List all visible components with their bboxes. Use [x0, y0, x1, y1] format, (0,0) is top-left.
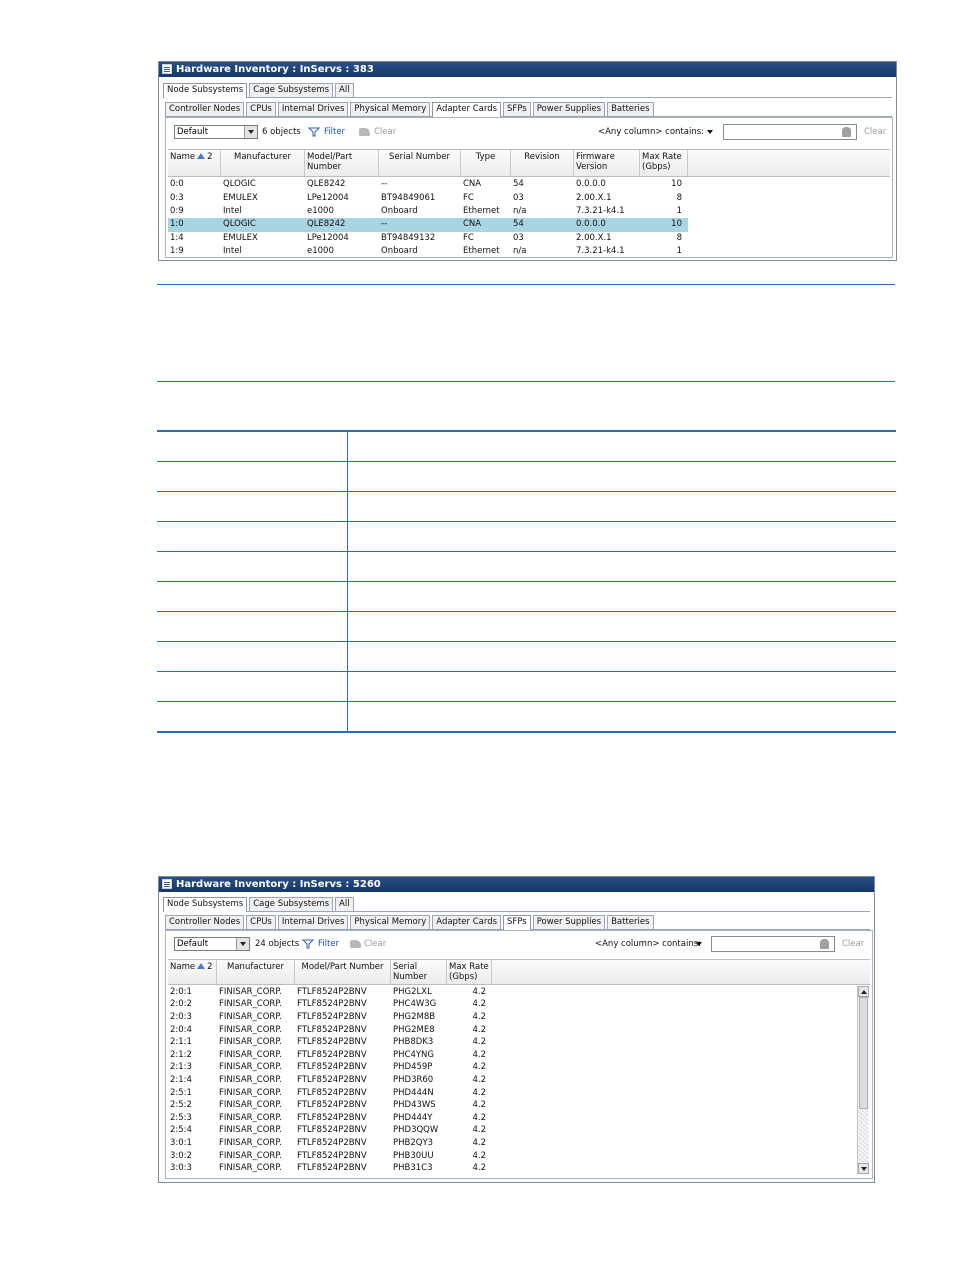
table-row[interactable] — [168, 1062, 498, 1075]
table-cell — [157, 612, 348, 642]
tab-power-supplies[interactable]: Power Supplies — [533, 915, 605, 929]
cell-model: FTLF8524P2BNV — [297, 1011, 367, 1022]
tab-power-supplies[interactable]: Power Supplies — [533, 102, 605, 116]
tab-sfps[interactable]: SFPs — [503, 915, 531, 930]
cell-model: LPe12004 — [307, 192, 349, 203]
cell-manufacturer: FINISAR_CORP. — [219, 1150, 282, 1161]
view-select-value: Default — [177, 939, 209, 949]
tab-controller-nodes[interactable]: Controller Nodes — [165, 102, 244, 116]
tab-controller-nodes[interactable]: Controller Nodes — [165, 915, 244, 929]
cell-type: FC — [463, 232, 474, 243]
cell-type: Ethernet — [463, 205, 500, 216]
eraser-icon — [350, 940, 361, 948]
cell-manufacturer: FINISAR_CORP. — [219, 1024, 282, 1035]
tab-physical-memory[interactable]: Physical Memory — [350, 102, 430, 116]
column-header-max-rate[interactable]: Max Rate (Gbps) — [447, 960, 492, 984]
cell-name: 2:1:1 — [170, 1037, 192, 1048]
cell-manufacturer: FINISAR_CORP. — [219, 1137, 282, 1148]
cell-serial: PHC4YNG — [393, 1049, 434, 1060]
cell-manufacturer: QLOGIC — [223, 219, 256, 230]
tab-batteries[interactable]: Batteries — [607, 102, 653, 116]
cell-model: FTLF8524P2BNV — [297, 1049, 367, 1060]
cell-manufacturer: EMULEX — [223, 192, 258, 203]
inventory-panel — [165, 930, 873, 1179]
table-row[interactable] — [168, 999, 498, 1012]
cell-max-rate: 10 — [671, 179, 682, 190]
table-icon — [162, 879, 172, 889]
cell-name: 2:1:2 — [170, 1049, 192, 1060]
column-header-model[interactable]: Model/Part Number — [295, 960, 391, 984]
tab-physical-memory[interactable]: Physical Memory — [350, 915, 430, 929]
cell-max-rate: 4.2 — [472, 1163, 486, 1174]
tab-adapter-cards[interactable]: Adapter Cards — [432, 102, 501, 117]
cell-model: FTLF8524P2BNV — [297, 1062, 367, 1073]
cell-firmware: 7.3.21-k4.1 — [576, 205, 625, 216]
cell-model: LPe12004 — [307, 232, 349, 243]
cell-model: FTLF8524P2BNV — [297, 986, 367, 997]
cell-manufacturer: FINISAR_CORP. — [219, 1074, 282, 1085]
column-header-revision[interactable]: Revision — [511, 150, 574, 176]
cell-serial: -- — [381, 179, 388, 190]
clear-filter-button[interactable]: Clear — [374, 127, 397, 137]
description-table — [157, 430, 896, 733]
object-count: 24 objects — [255, 939, 300, 949]
toolbar — [166, 931, 872, 955]
tab-all[interactable]: All — [335, 83, 354, 97]
cell-serial: PHD3R60 — [393, 1074, 434, 1085]
cell-serial: PHD43WS — [393, 1100, 436, 1111]
tab-batteries[interactable]: Batteries — [607, 915, 653, 929]
cell-name: 1:4 — [170, 232, 184, 243]
table-row[interactable] — [168, 178, 688, 191]
chevron-down-icon[interactable] — [696, 942, 702, 946]
cell-serial: PHD444Y — [393, 1112, 433, 1123]
search-column-label: <Any column> contains: — [595, 939, 702, 949]
table-row[interactable] — [168, 1137, 498, 1150]
table-cell — [348, 642, 897, 672]
table-row[interactable] — [168, 1099, 498, 1112]
table-cell — [157, 672, 348, 702]
cell-max-rate: 4.2 — [472, 999, 486, 1010]
cell-name: 0:0 — [170, 179, 184, 190]
filter-button[interactable]: Filter — [324, 127, 346, 137]
window-title: Hardware Inventory : InServs : 383 — [176, 64, 374, 75]
cell-max-rate: 4.2 — [472, 1137, 486, 1148]
table-row[interactable] — [168, 1150, 498, 1163]
cell-firmware: 2.00.X.1 — [576, 232, 612, 243]
window-title-bar — [159, 62, 896, 77]
cell-revision: 03 — [513, 192, 524, 203]
cell-name: 2:0:3 — [170, 1011, 192, 1022]
cell-model: FTLF8524P2BNV — [297, 1163, 367, 1174]
sort-ascending-icon — [197, 963, 205, 969]
cell-revision: 03 — [513, 232, 524, 243]
table-cell — [348, 672, 897, 702]
table-row — [157, 642, 896, 672]
table-cell — [157, 462, 348, 492]
table-row — [157, 672, 896, 702]
column-header-manufacturer[interactable]: Manufacturer — [221, 150, 305, 176]
table-row[interactable] — [168, 1125, 498, 1138]
cell-serial: PHG2M8B — [393, 1011, 436, 1022]
cell-manufacturer: FINISAR_CORP. — [219, 1112, 282, 1123]
sub-tab-row — [165, 913, 870, 930]
table-row — [157, 582, 896, 612]
cell-manufacturer: FINISAR_CORP. — [219, 1011, 282, 1022]
cell-type: CNA — [463, 179, 482, 190]
window-title: Hardware Inventory : InServs : 5260 — [176, 879, 381, 890]
column-header-manufacturer[interactable]: Manufacturer — [217, 960, 295, 984]
cell-serial: PHC4W3G — [393, 999, 437, 1010]
cell-revision: n/a — [513, 205, 527, 216]
hardware-inventory-window-1 — [158, 61, 897, 261]
cell-name: 2:1:3 — [170, 1062, 192, 1073]
chevron-down-icon — [236, 938, 249, 950]
tab-cage-subsystems[interactable]: Cage Subsystems — [249, 83, 333, 97]
table-row[interactable] — [168, 1024, 498, 1037]
view-select[interactable] — [174, 125, 258, 139]
cell-max-rate: 4.2 — [472, 1074, 486, 1085]
tab-cpus[interactable]: CPUs — [246, 915, 276, 929]
cell-name: 3:0:3 — [170, 1163, 192, 1174]
filter-icon[interactable] — [308, 127, 320, 137]
cell-manufacturer: FINISAR_CORP. — [219, 1062, 282, 1073]
cell-name: 1:9 — [170, 246, 184, 257]
scrollbar-thumb[interactable] — [859, 997, 868, 1109]
cell-serial: PHB8DK3 — [393, 1037, 434, 1048]
scroll-up-button[interactable] — [858, 986, 869, 997]
cell-name: 2:5:2 — [170, 1100, 192, 1111]
cell-max-rate: 4.2 — [472, 1150, 486, 1161]
cell-name: 2:0:1 — [170, 986, 192, 997]
cell-max-rate: 4.2 — [472, 986, 486, 997]
tab-adapter-cards[interactable]: Adapter Cards — [432, 915, 501, 929]
table-row — [157, 522, 896, 552]
grid-rows — [168, 178, 688, 258]
cell-revision: 54 — [513, 179, 524, 190]
tab-node-subsystems[interactable]: Node Subsystems — [163, 897, 247, 912]
filter-button[interactable]: Filter — [318, 939, 340, 949]
cell-serial: PHB30UU — [393, 1150, 434, 1161]
sort-ascending-icon — [197, 153, 205, 159]
cell-serial: -- — [381, 219, 388, 230]
cell-model: FTLF8524P2BNV — [297, 1037, 367, 1048]
separator-rule — [157, 381, 895, 382]
cell-model: FTLF8524P2BNV — [297, 999, 367, 1010]
chevron-down-icon[interactable] — [707, 130, 713, 134]
cell-max-rate: 4.2 — [472, 1125, 486, 1136]
cell-model: e1000 — [307, 246, 334, 257]
column-header-name[interactable]: Name 2 — [168, 150, 221, 176]
cell-revision: n/a — [513, 246, 527, 257]
cell-max-rate: 4.2 — [472, 1062, 486, 1073]
column-header-firmware[interactable]: Firmware Version — [574, 150, 640, 176]
cell-manufacturer: Intel — [223, 205, 242, 216]
table-cell — [348, 522, 897, 552]
tab-cage-subsystems[interactable]: Cage Subsystems — [249, 897, 333, 911]
cell-serial: PHD444N — [393, 1087, 434, 1098]
column-header-max-rate[interactable]: Max Rate (Gbps) — [640, 150, 688, 176]
cell-max-rate: 4.2 — [472, 1024, 486, 1035]
table-row[interactable] — [168, 232, 688, 245]
cell-name: 2:5:4 — [170, 1125, 192, 1136]
cell-name: 1:0 — [170, 219, 184, 230]
cell-model: FTLF8524P2BNV — [297, 1087, 367, 1098]
table-row — [157, 492, 896, 522]
grid-header — [168, 149, 890, 177]
table-row[interactable] — [168, 1011, 498, 1024]
cell-max-rate: 1 — [676, 246, 682, 257]
cell-manufacturer: Intel — [223, 246, 242, 257]
scrollbar-track[interactable] — [859, 1109, 868, 1163]
table-row[interactable] — [168, 245, 688, 258]
tab-sfps[interactable]: SFPs — [503, 102, 531, 116]
object-count: 6 objects — [262, 127, 301, 137]
cell-manufacturer: FINISAR_CORP. — [219, 999, 282, 1010]
cell-serial: PHD3QQW — [393, 1125, 439, 1136]
cell-model: QLE8242 — [307, 219, 346, 230]
cell-revision: 54 — [513, 219, 524, 230]
cell-max-rate: 1 — [676, 205, 682, 216]
cell-serial: Onboard — [381, 205, 418, 216]
top-tab-row — [163, 895, 870, 912]
cell-max-rate: 4.2 — [472, 1100, 486, 1111]
table-row — [157, 462, 896, 492]
cell-type: Ethernet — [463, 246, 500, 257]
filter-icon[interactable] — [302, 939, 314, 949]
table-cell — [348, 431, 897, 462]
cell-name: 2:5:1 — [170, 1087, 192, 1098]
tab-all[interactable]: All — [335, 897, 354, 911]
cell-max-rate: 8 — [676, 192, 682, 203]
cell-firmware: 0.0.0.0 — [576, 179, 606, 190]
table-cell — [348, 492, 897, 522]
search-clear-button[interactable]: Clear — [864, 127, 887, 137]
cell-max-rate: 8 — [676, 232, 682, 243]
table-row[interactable] — [168, 1112, 498, 1125]
column-header-filler — [688, 150, 890, 176]
cell-name: 3:0:2 — [170, 1150, 192, 1161]
clear-filter-button[interactable]: Clear — [364, 939, 387, 949]
tab-node-subsystems[interactable]: Node Subsystems — [163, 83, 247, 98]
table-cell — [157, 642, 348, 672]
cell-name: 2:0:2 — [170, 999, 192, 1010]
inventory-panel — [165, 117, 893, 258]
column-header-type[interactable]: Type — [461, 150, 511, 176]
cell-type: CNA — [463, 219, 482, 230]
cell-manufacturer: EMULEX — [223, 232, 258, 243]
table-row[interactable] — [168, 1074, 498, 1087]
table-cell — [348, 552, 897, 582]
cell-manufacturer: QLOGIC — [223, 179, 256, 190]
search-column-label: <Any column> contains: — [598, 127, 705, 137]
column-header-serial[interactable]: Serial Number — [391, 960, 447, 984]
cell-model: FTLF8524P2BNV — [297, 1074, 367, 1085]
cell-max-rate: 4.2 — [472, 1112, 486, 1123]
cell-model: FTLF8524P2BNV — [297, 1024, 367, 1035]
column-header-name[interactable]: Name 2 — [168, 960, 217, 984]
table-cell — [157, 702, 348, 733]
sub-tab-row — [165, 100, 892, 117]
table-cell — [348, 462, 897, 492]
cell-serial: PHB31C3 — [393, 1163, 433, 1174]
cell-serial: PHG2LXL — [393, 986, 432, 997]
cell-serial: BT94849132 — [381, 232, 436, 243]
view-select-value: Default — [177, 127, 209, 137]
cell-name: 2:5:3 — [170, 1112, 192, 1123]
cell-serial: PHG2ME8 — [393, 1024, 435, 1035]
cell-manufacturer: FINISAR_CORP. — [219, 1100, 282, 1111]
cell-type: FC — [463, 192, 474, 203]
window-title-bar — [159, 877, 874, 892]
table-row — [157, 612, 896, 642]
cell-manufacturer: FINISAR_CORP. — [219, 1087, 282, 1098]
cell-firmware: 7.3.21-k4.1 — [576, 246, 625, 257]
table-cell — [157, 522, 348, 552]
cell-model: FTLF8524P2BNV — [297, 1125, 367, 1136]
grid-header — [168, 959, 870, 985]
scroll-down-button[interactable] — [858, 1163, 869, 1174]
table-cell — [157, 431, 348, 462]
table-cell — [348, 612, 897, 642]
eraser-icon — [359, 128, 370, 136]
cell-max-rate: 4.2 — [472, 1049, 486, 1060]
cell-serial: PHB2QY3 — [393, 1137, 434, 1148]
cell-manufacturer: FINISAR_CORP. — [219, 1037, 282, 1048]
view-select[interactable] — [174, 937, 250, 951]
tab-internal-drives[interactable]: Internal Drives — [278, 102, 349, 116]
cell-manufacturer: FINISAR_CORP. — [219, 986, 282, 997]
table-row[interactable] — [168, 1087, 498, 1100]
cell-firmware: 2.00.X.1 — [576, 192, 612, 203]
tab-cpus[interactable]: CPUs — [246, 102, 276, 116]
cell-manufacturer: FINISAR_CORP. — [219, 1163, 282, 1174]
toolbar — [166, 118, 892, 142]
table-row[interactable] — [168, 1162, 498, 1175]
column-header-model[interactable]: Model/Part Number — [305, 150, 379, 176]
search-clear-button[interactable]: Clear — [842, 939, 865, 949]
cell-model: FTLF8524P2BNV — [297, 1112, 367, 1123]
table-row[interactable] — [168, 191, 688, 204]
cell-max-rate: 4.2 — [472, 1087, 486, 1098]
cell-serial: BT94849061 — [381, 192, 436, 203]
table-row[interactable] — [168, 1036, 498, 1049]
cell-model: FTLF8524P2BNV — [297, 1150, 367, 1161]
table-row[interactable] — [168, 205, 688, 218]
table-icon — [162, 64, 172, 74]
table-row — [157, 702, 896, 733]
search-input[interactable] — [723, 124, 857, 140]
table-row — [157, 431, 896, 462]
tab-internal-drives[interactable]: Internal Drives — [278, 915, 349, 929]
table-cell — [157, 552, 348, 582]
cell-name: 0:3 — [170, 192, 184, 203]
cell-model: e1000 — [307, 205, 334, 216]
cell-max-rate: 4.2 — [472, 1011, 486, 1022]
cell-model: FTLF8524P2BNV — [297, 1100, 367, 1111]
cell-name: 2:0:4 — [170, 1024, 192, 1035]
cell-name: 0:9 — [170, 205, 184, 216]
cell-manufacturer: FINISAR_CORP. — [219, 1125, 282, 1136]
cell-name: 2:1:4 — [170, 1074, 192, 1085]
grid-rows — [168, 986, 498, 1175]
cell-model: FTLF8524P2BNV — [297, 1137, 367, 1148]
cell-manufacturer: FINISAR_CORP. — [219, 1049, 282, 1060]
column-header-filler — [492, 960, 870, 984]
table-row[interactable] — [168, 986, 498, 999]
cell-name: 3:0:1 — [170, 1137, 192, 1148]
table-cell — [157, 492, 348, 522]
cell-max-rate: 4.2 — [472, 1037, 486, 1048]
table-cell — [348, 702, 897, 733]
cell-firmware: 0.0.0.0 — [576, 219, 606, 230]
search-input[interactable] — [711, 936, 835, 952]
hardware-inventory-window-2 — [158, 876, 875, 1183]
table-cell — [157, 582, 348, 612]
cell-serial: Onboard — [381, 246, 418, 257]
table-row[interactable] — [168, 1049, 498, 1062]
top-tab-row — [163, 81, 892, 98]
column-header-serial[interactable]: Serial Number — [379, 150, 461, 176]
vertical-scrollbar[interactable] — [857, 986, 869, 1174]
cell-model: QLE8242 — [307, 179, 346, 190]
eraser-icon — [842, 127, 851, 137]
eraser-icon — [820, 939, 829, 949]
table-row — [157, 552, 896, 582]
cell-max-rate: 10 — [671, 219, 682, 230]
table-row[interactable] — [168, 218, 688, 231]
separator-rule — [157, 284, 895, 285]
table-cell — [348, 582, 897, 612]
chevron-down-icon — [244, 126, 257, 138]
cell-serial: PHD459P — [393, 1062, 433, 1073]
